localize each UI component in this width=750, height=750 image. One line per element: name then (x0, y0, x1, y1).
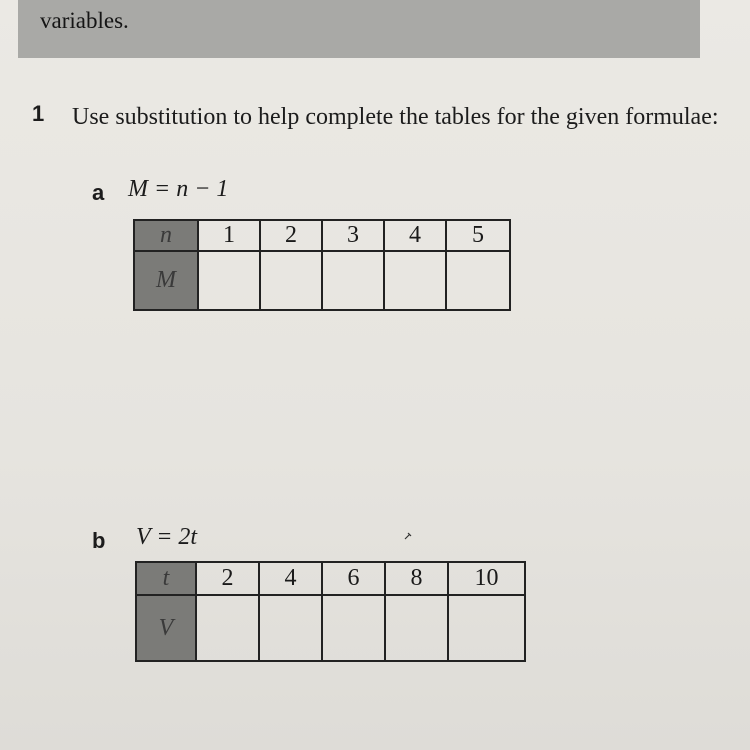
table-a-answer-cell[interactable] (260, 251, 322, 310)
part-b-label: b (92, 528, 106, 553)
table-a-value: 3 (322, 220, 384, 251)
table-b-value: 6 (322, 562, 385, 595)
table-a-value: 4 (384, 220, 446, 251)
pen-mark-icon (404, 532, 412, 540)
table-b-answer-cell[interactable] (385, 595, 448, 661)
table-b-answer-cell[interactable] (322, 595, 385, 661)
part-a-label: a (92, 180, 105, 205)
table-b-value: 10 (448, 562, 525, 595)
table-a-value: 2 (260, 220, 322, 251)
table-b-answer-cell[interactable] (448, 595, 525, 661)
part-a-formula: M = n − 1 (128, 176, 229, 202)
table-a-answer-cell[interactable] (322, 251, 384, 310)
table-b-header-v: V (136, 595, 196, 661)
table-b-answer-cell[interactable] (259, 595, 322, 661)
table-a-value: 5 (446, 220, 510, 251)
table-b-header-t: t (136, 562, 196, 595)
table-b-value: 8 (385, 562, 448, 595)
part-b-formula: V = 2t (136, 524, 198, 550)
table-b-value: 2 (196, 562, 259, 595)
table-a-answer-cell[interactable] (446, 251, 510, 310)
table-a-header-n: n (134, 220, 198, 251)
question-number: 1 (32, 101, 45, 126)
table-a-header-m: M (134, 251, 198, 310)
table-a-answer-cell[interactable] (384, 251, 446, 310)
table-a-value: 1 (198, 220, 260, 251)
banner-text: variables. (40, 8, 129, 33)
section-banner (18, 0, 700, 58)
part-b-table (135, 561, 526, 662)
table-b-value: 4 (259, 562, 322, 595)
table-b-answer-cell[interactable] (196, 595, 259, 661)
question-text: Use substitution to help complete the tables for the given formulae: (72, 104, 719, 130)
table-a-answer-cell[interactable] (198, 251, 260, 310)
part-a-table (133, 219, 511, 311)
